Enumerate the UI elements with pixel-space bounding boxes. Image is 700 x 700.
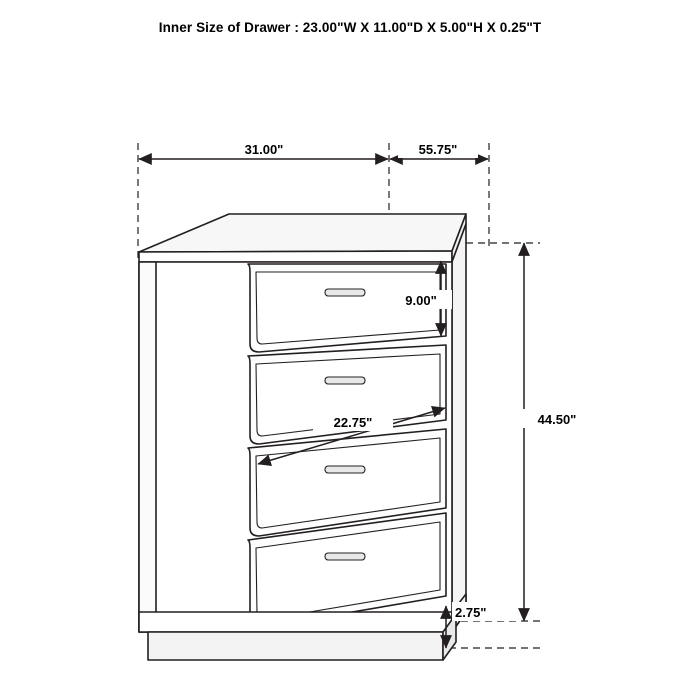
dim-top-left-width: 31.00" [244,142,284,157]
dim-base-height: 2.75" [455,605,487,620]
top-panel [139,214,466,262]
bottom-rail [139,612,452,632]
dim-drawer-width: 22.75" [333,415,373,430]
chest-body [139,214,466,660]
dim-top-right-depth: 55.75" [418,142,458,157]
dim-drawer-height: 9.00" [405,293,437,308]
dim-total-height: 44.50" [537,412,577,427]
right-side-panel [452,224,466,632]
left-stile [139,262,156,632]
page-title: Inner Size of Drawer : 23.00"W X 11.00"D X 5.00"H X 0.25"T [158,20,542,35]
